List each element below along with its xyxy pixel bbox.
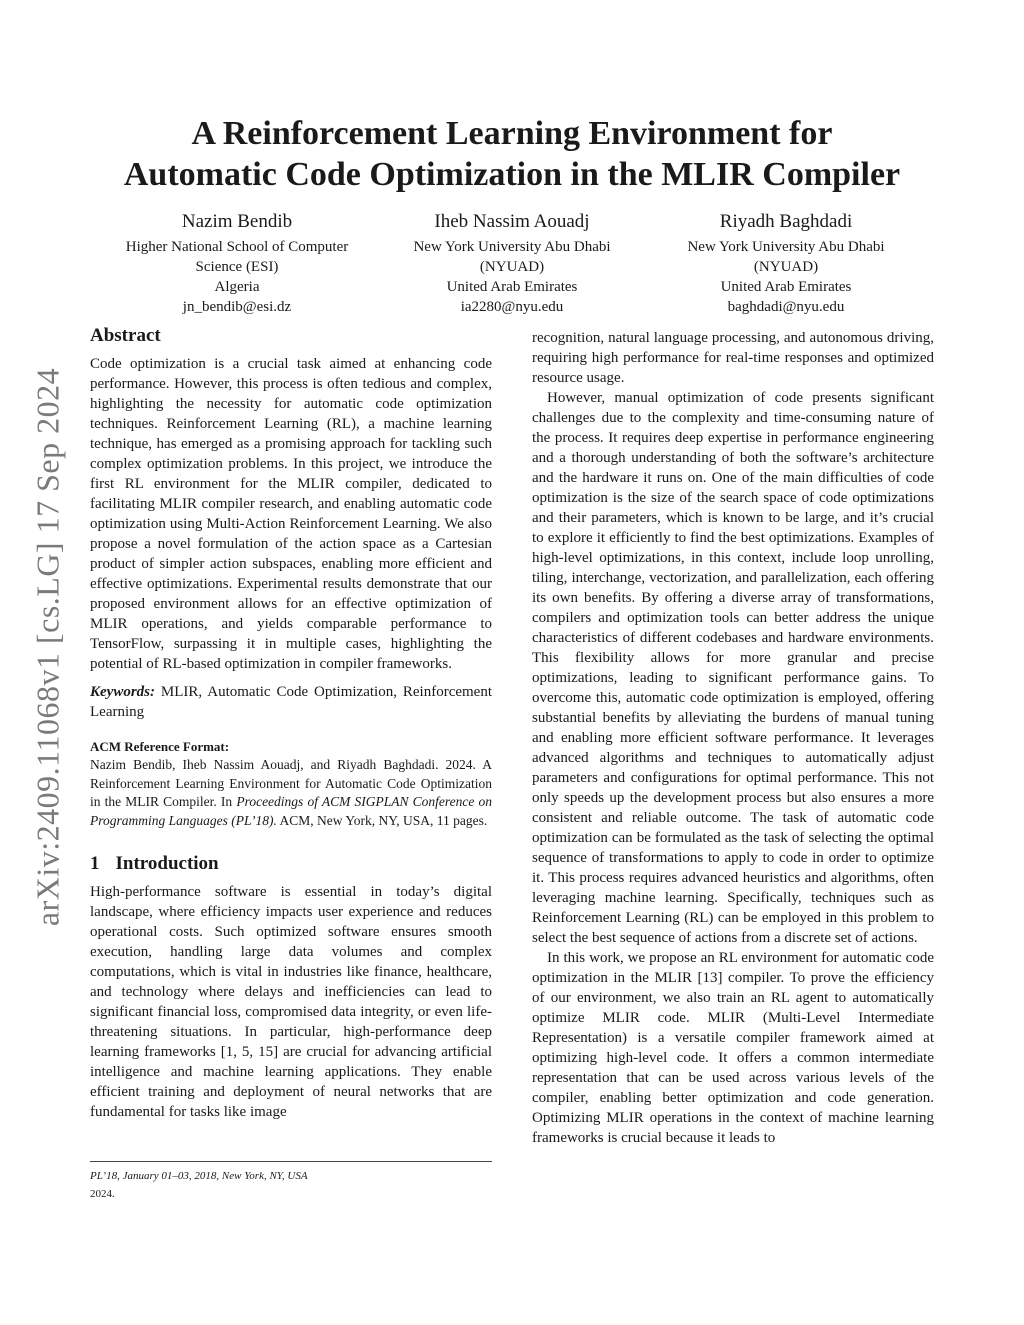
acm-reference-publisher: ACM, New York, NY, USA, 11 pages.: [279, 812, 488, 828]
abstract-text: Code optimization is a crucial task aimed at enhancing code performance. However, this process is often tedious and complex, highlighting the necessity for automatic code optimization techniques. Reinforcement Learning (RL), a machine learning technique, has emerged as a promising approach for tackling such complex optimization problems. In this project, we introduce the first RL environment for the MLIR compiler, dedicated to facilitating MLIR compiler research, and enabling automatic code optimization using Multi-Action Reinforcement Learning. We also propose a novel formulation of the action space as a Cartesian product of simpler action subspaces, enabling more efficient and effective optimizations. Experimental results demonstrate that our proposed environment allows for an effective optimization of MLIR operations, and yields comparable performance to TensorFlow, surpassing it in multiple cases, highlighting the potential of RL-based optimization in compiler frameworks.: [90, 356, 492, 672]
acm-reference-heading: ACM Reference Format:: [90, 739, 230, 754]
author-affiliation: New York University Abu Dhabi: [413, 239, 611, 255]
author-block-2: [382, 208, 642, 317]
author-email: baghdadi@nyu.edu: [727, 299, 845, 315]
author-email: ia2280@nyu.edu: [460, 299, 564, 315]
author-email: jn_bendib@esi.dz: [182, 299, 292, 315]
author-country: Algeria: [214, 279, 260, 295]
intro-paragraph-1: High-performance software is essential in today’s digital landscape, where efficiency impacts user experience and reduces operational costs. Such optimized software ensures smooth execution, handling large data volumes and complex computations, which is vital in industries like finance, healthcare, and technology where delays and inefficiencies can lead to significant financial loss, compromised data integrity, or even life-threatening situations. In particular, high-performance deep learning frameworks [1, 5, 15] are crucial for advancing artificial intelligence and machine learning applications. They enable efficient training and deployment of neural networks that are fundamental for tasks like image: [90, 884, 492, 1121]
intro-paragraph-3: In this work, we propose an RL environment for automatic code optimization in the MLIR [13] compiler. To prove the efficiency of our environment, we also train an RL agent to automatically optimize MLIR code. MLIR (Multi-Level Intermediate Representation) is a versatile compiler framework aimed at optimizing high-level code. It offers a common intermediate representation that can be used across various levels of the compiler, enabling better optimization and code generation. Optimizing MLIR operations in the context of machine learning frameworks is crucial because it leads to: [532, 950, 934, 1146]
author-country: United Arab Emirates: [446, 279, 578, 295]
acm-reference-venue: Proceedings of ACM SIGPLAN Conference on Programming Languages (PL’18).: [90, 794, 492, 828]
keywords-text: MLIR, Automatic Code Optimization, Reinforcement Learning: [90, 684, 493, 720]
arxiv-identifier: arXiv:2409.11068v1 [cs.LG] 17 Sep 2024: [29, 367, 66, 927]
acm-reference-authors: Nazim Bendib, Iheb Nassim Aouadj, and Riyadh Baghdadi. 2024. A Reinforcement Learning Environment for Automatic Code Optimization in the MLIR Compiler. In: [90, 757, 492, 810]
footnote-divider: [90, 1161, 492, 1162]
footnote-year: 2024.: [90, 1188, 115, 1200]
paper-title: [60, 113, 964, 195]
author-block-3: [656, 208, 916, 317]
author-affiliation: (NYUAD): [479, 259, 545, 275]
author-name: Nazim Bendib: [181, 211, 293, 232]
keywords-label: Keywords:: [90, 684, 155, 700]
acm-reference: [90, 756, 492, 830]
footnote-venue: PL’18, January 01–03, 2018, New York, NY, USA: [90, 1170, 308, 1182]
author-affiliation: Higher National School of Computer: [125, 239, 349, 255]
author-name: Iheb Nassim Aouadj: [434, 211, 590, 232]
keywords: [90, 682, 492, 722]
section-heading-introduction: [90, 852, 492, 876]
author-name: Riyadh Baghdadi: [719, 211, 853, 232]
title-line-1: A Reinforcement Learning Environment for: [191, 115, 833, 152]
title-line-2: Automatic Code Optimization in the MLIR Compiler: [123, 156, 901, 193]
intro-paragraph-2: However, manual optimization of code presents significant challenges due to the complexity and time-consuming nature of the process. It requires deep expertise in performance engineering and a thorough understanding of both the software’s architecture and the hardware it runs on. One of the main difficulties of code optimization is the size of the search space of code optimizations and their parameters, which is known to be large, and it’s crucial to explore it efficiently to find the best optimizations. Examples of high-level optimizations, in this context, include loop unrolling, tiling, interchange, vectorization, and parallelization, each offering its own benefits. By offering a diverse array of transformations, compilers and optimization tools can better address the unique characteristics of different codebases and hardware environments. This flexibility allows for more granular and precise optimizations, leading to significant performance gains. To overcome this, automatic code optimization is employed, offering substantial benefits by alleviating the burdens of manual tuning and enabling more efficient software performance. It leverages advanced algorithms and techniques to automatically adjust parameters and configurations for optimal performance. This not only speeds up the development process but also ensures a more consistent and reliable outcome. The task of automatic code optimization can be formulated as the task of selecting the optimal sequence of transformations to apply to code in order to optimize it. This process requires advanced heuristics and algorithms, often leveraging machine learning. Specifically, techniques such as Reinforcement Learning (RL) can be employed in this problem to select the best sequence of actions from a discrete set of actions.: [532, 390, 934, 946]
intro-paragraph-continued: recognition, natural language processing, and autonomous driving, requiring high performance for real-time responses and optimized resource usage.: [532, 330, 934, 386]
author-affiliation: (NYUAD): [753, 259, 819, 275]
section-title: Introduction: [115, 853, 219, 875]
abstract-heading: Abstract: [90, 325, 161, 346]
right-column: [532, 328, 934, 1148]
author-affiliation: New York University Abu Dhabi: [687, 239, 885, 255]
author-block-1: [107, 208, 367, 317]
left-column: [90, 324, 492, 1122]
author-affiliation: Science (ESI): [195, 259, 279, 275]
section-number: 1: [90, 853, 100, 875]
footnote: [90, 1167, 308, 1203]
author-country: United Arab Emirates: [720, 279, 852, 295]
